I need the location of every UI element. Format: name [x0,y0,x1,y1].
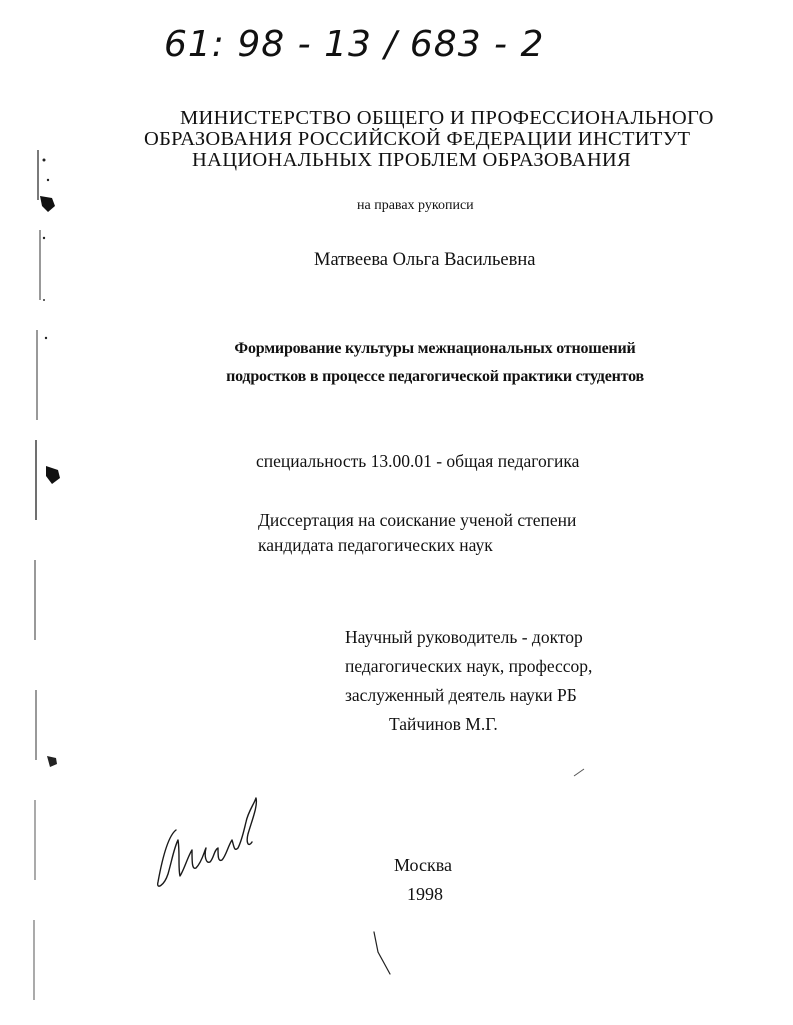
dissertation-title [160,335,710,391]
handwritten-signature [148,790,273,900]
supervisor-line-1: Научный руководитель - доктор [345,627,583,647]
manuscript-note: на правах рукописи [357,198,474,213]
institution-line-1: МИНИСТЕРСТВО ОБЩЕГО И ПРОФЕССИОНАЛЬНОГО [180,107,714,129]
institution-header [120,108,720,171]
title-line-1: Формирование культуры межнациональных отношений [234,340,636,357]
archive-shelfmark [160,12,545,74]
svg-text:61: 98 - 13 / 683 - 2: 61: 98 - 13 / 683 - 2 [164,24,545,65]
institution-line-2: ОБРАЗОВАНИЯ РОССИЙСКОЙ ФЕДЕРАЦИИ ИНСТИТУТ [144,128,691,150]
pen-stroke-mark [368,930,398,980]
scan-edge-artifacts [0,0,70,1025]
pencil-mark [572,766,586,778]
supervisor-line-2: педагогических наук, профессор, [345,656,593,676]
degree-line-2: кандидата педагогических наук [258,535,493,555]
title-line-2: подростков в процессе педагогической практики студентов [226,368,644,385]
author-name: Матвеева Ольга Васильевна [314,250,536,270]
publication-city: Москва [394,855,452,875]
specialty: специальность 13.00.01 - общая педагогика [256,451,580,471]
publication-year: 1998 [407,884,443,904]
dissertation-degree [258,508,576,558]
institution-line-3: НАЦИОНАЛЬНЫХ ПРОБЛЕМ ОБРАЗОВАНИЯ [192,149,632,171]
degree-line-1: Диссертация на соискание ученой степени [258,510,577,530]
supervisor-block [345,623,592,739]
supervisor-name: Тайчинов М.Г. [389,714,498,734]
supervisor-line-3: заслуженный деятель науки РБ [345,685,577,705]
